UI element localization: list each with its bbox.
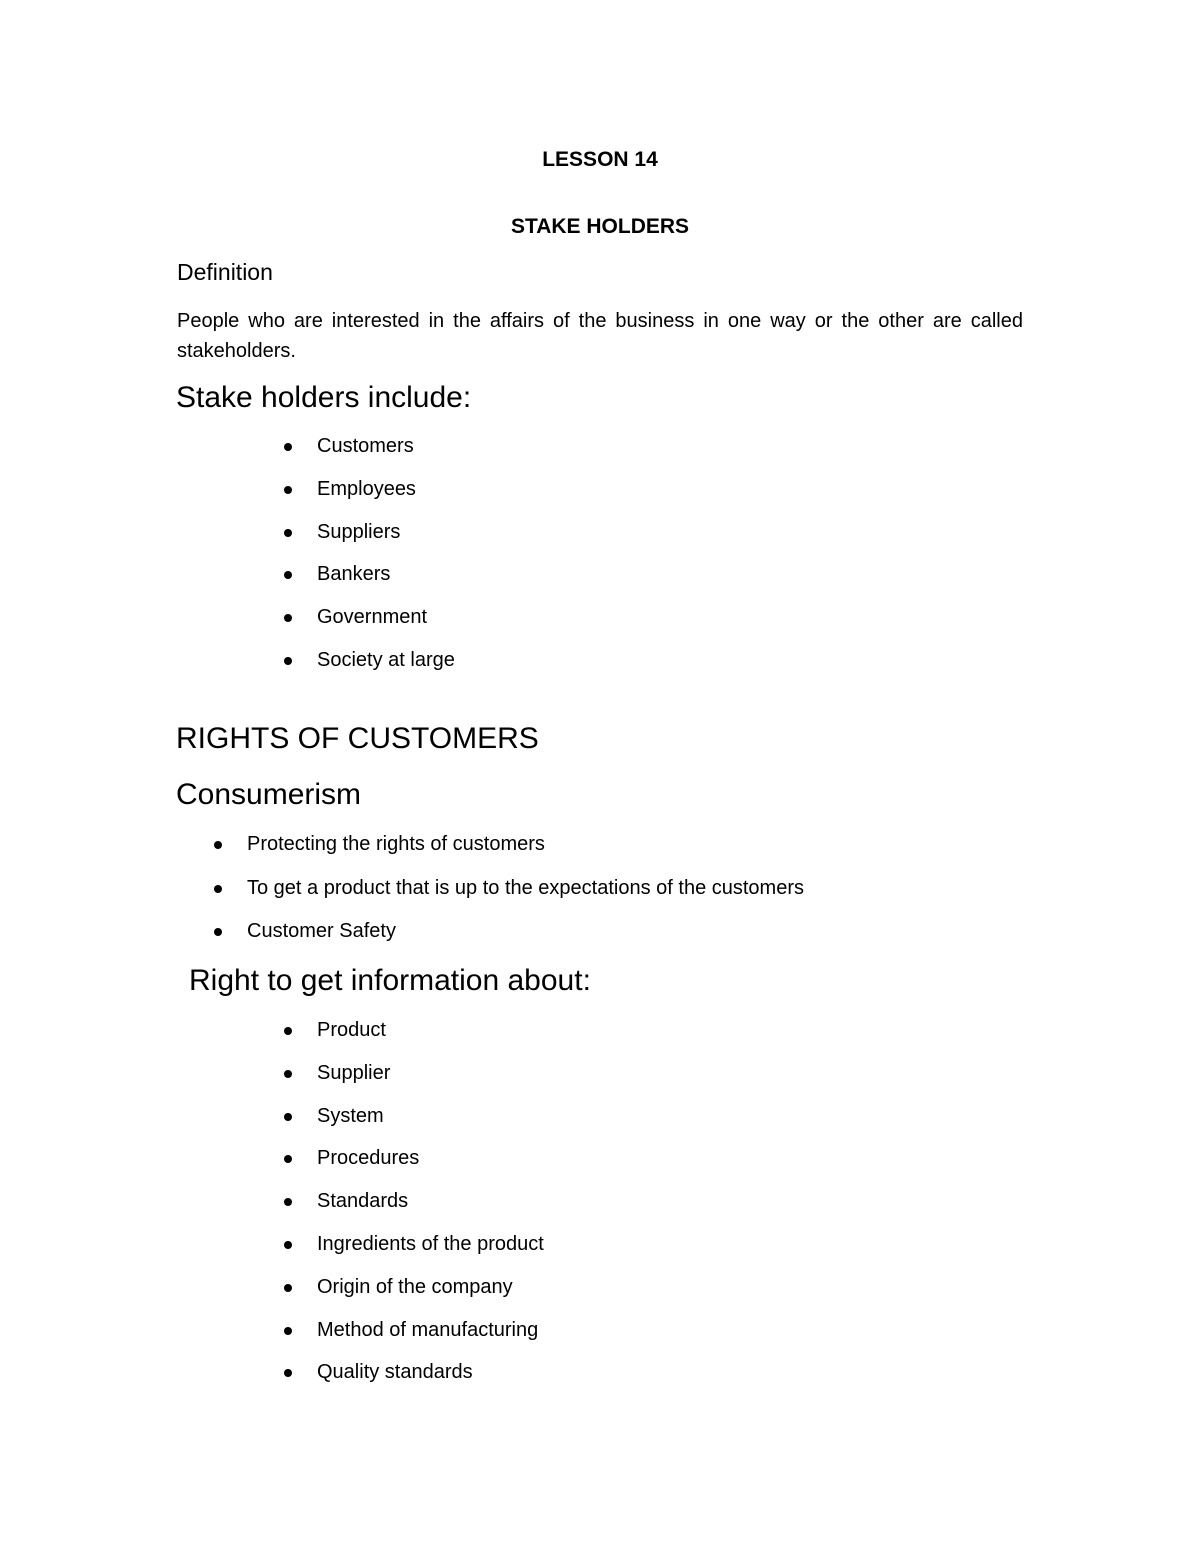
list-item [317,436,455,479]
list-item-label: Quality standards [317,1361,473,1384]
information-list [317,1020,544,1405]
lesson-title: LESSON 14 [542,148,658,171]
bullet-icon [284,1369,292,1377]
list-item [247,834,804,878]
list-item [317,607,455,650]
definition-heading: Definition [177,259,273,285]
list-item [317,564,455,607]
information-heading: Right to get information about: [189,964,591,997]
list-item [247,921,804,965]
topic-title: STAKE HOLDERS [510,215,690,238]
list-item-label: Protecting the rights of customers [247,833,545,855]
list-item-label: Customer Safety [247,920,396,942]
bullet-icon [214,885,222,893]
list-item [317,1020,544,1063]
stakeholders-heading: Stake holders include: [176,381,472,414]
list-item-label: Standards [317,1190,409,1213]
list-item [317,1320,544,1363]
rights-heading: RIGHTS OF CUSTOMERS [176,722,539,755]
list-item-label: Society at large [317,648,455,671]
list-item [247,878,804,922]
definition-text: People who are interested in the affairs of the business in one way or the other are called stakeholders. [177,310,1023,362]
list-item [317,650,455,693]
bullet-icon [284,1327,292,1335]
list-item [317,1234,544,1277]
bullet-icon [214,841,222,849]
list-item [317,1191,544,1234]
list-item-label: Ingredients of the product [317,1232,544,1255]
bullet-icon [284,1070,292,1078]
bullet-icon [214,928,222,936]
list-item-label: Suppliers [317,520,401,543]
list-item-label: Origin of the company [317,1275,513,1298]
list-item [317,522,455,565]
bullet-icon [284,571,292,579]
list-item-label: Procedures [317,1147,420,1170]
list-item-label: Employees [317,477,416,500]
list-item-label: System [317,1104,384,1127]
list-item [317,1277,544,1320]
list-item [317,1063,544,1106]
bullet-icon [284,1198,292,1206]
bullet-icon [284,1155,292,1163]
bullet-icon [284,443,292,451]
list-item-label: Bankers [317,563,391,586]
bullet-icon [284,486,292,494]
bullet-icon [284,1284,292,1292]
list-item-label: Government [317,606,428,629]
list-item [317,1362,544,1405]
list-item [317,1148,544,1191]
bullet-icon [284,657,292,665]
list-item [317,479,455,522]
list-item-label: To get a product that is up to the expectations of the customers [247,876,804,899]
consumerism-heading: Consumerism [176,778,362,811]
bullet-icon [284,529,292,537]
stakeholders-list [317,436,455,693]
list-item-label: Method of manufacturing [317,1318,539,1341]
list-item [317,1106,544,1149]
bullet-icon [284,614,292,622]
bullet-icon [284,1027,292,1035]
list-item-label: Product [317,1019,386,1041]
bullet-icon [284,1241,292,1249]
list-item-label: Customers [317,435,414,457]
list-item-label: Supplier [317,1061,391,1084]
consumerism-list [247,834,804,965]
bullet-icon [284,1113,292,1121]
